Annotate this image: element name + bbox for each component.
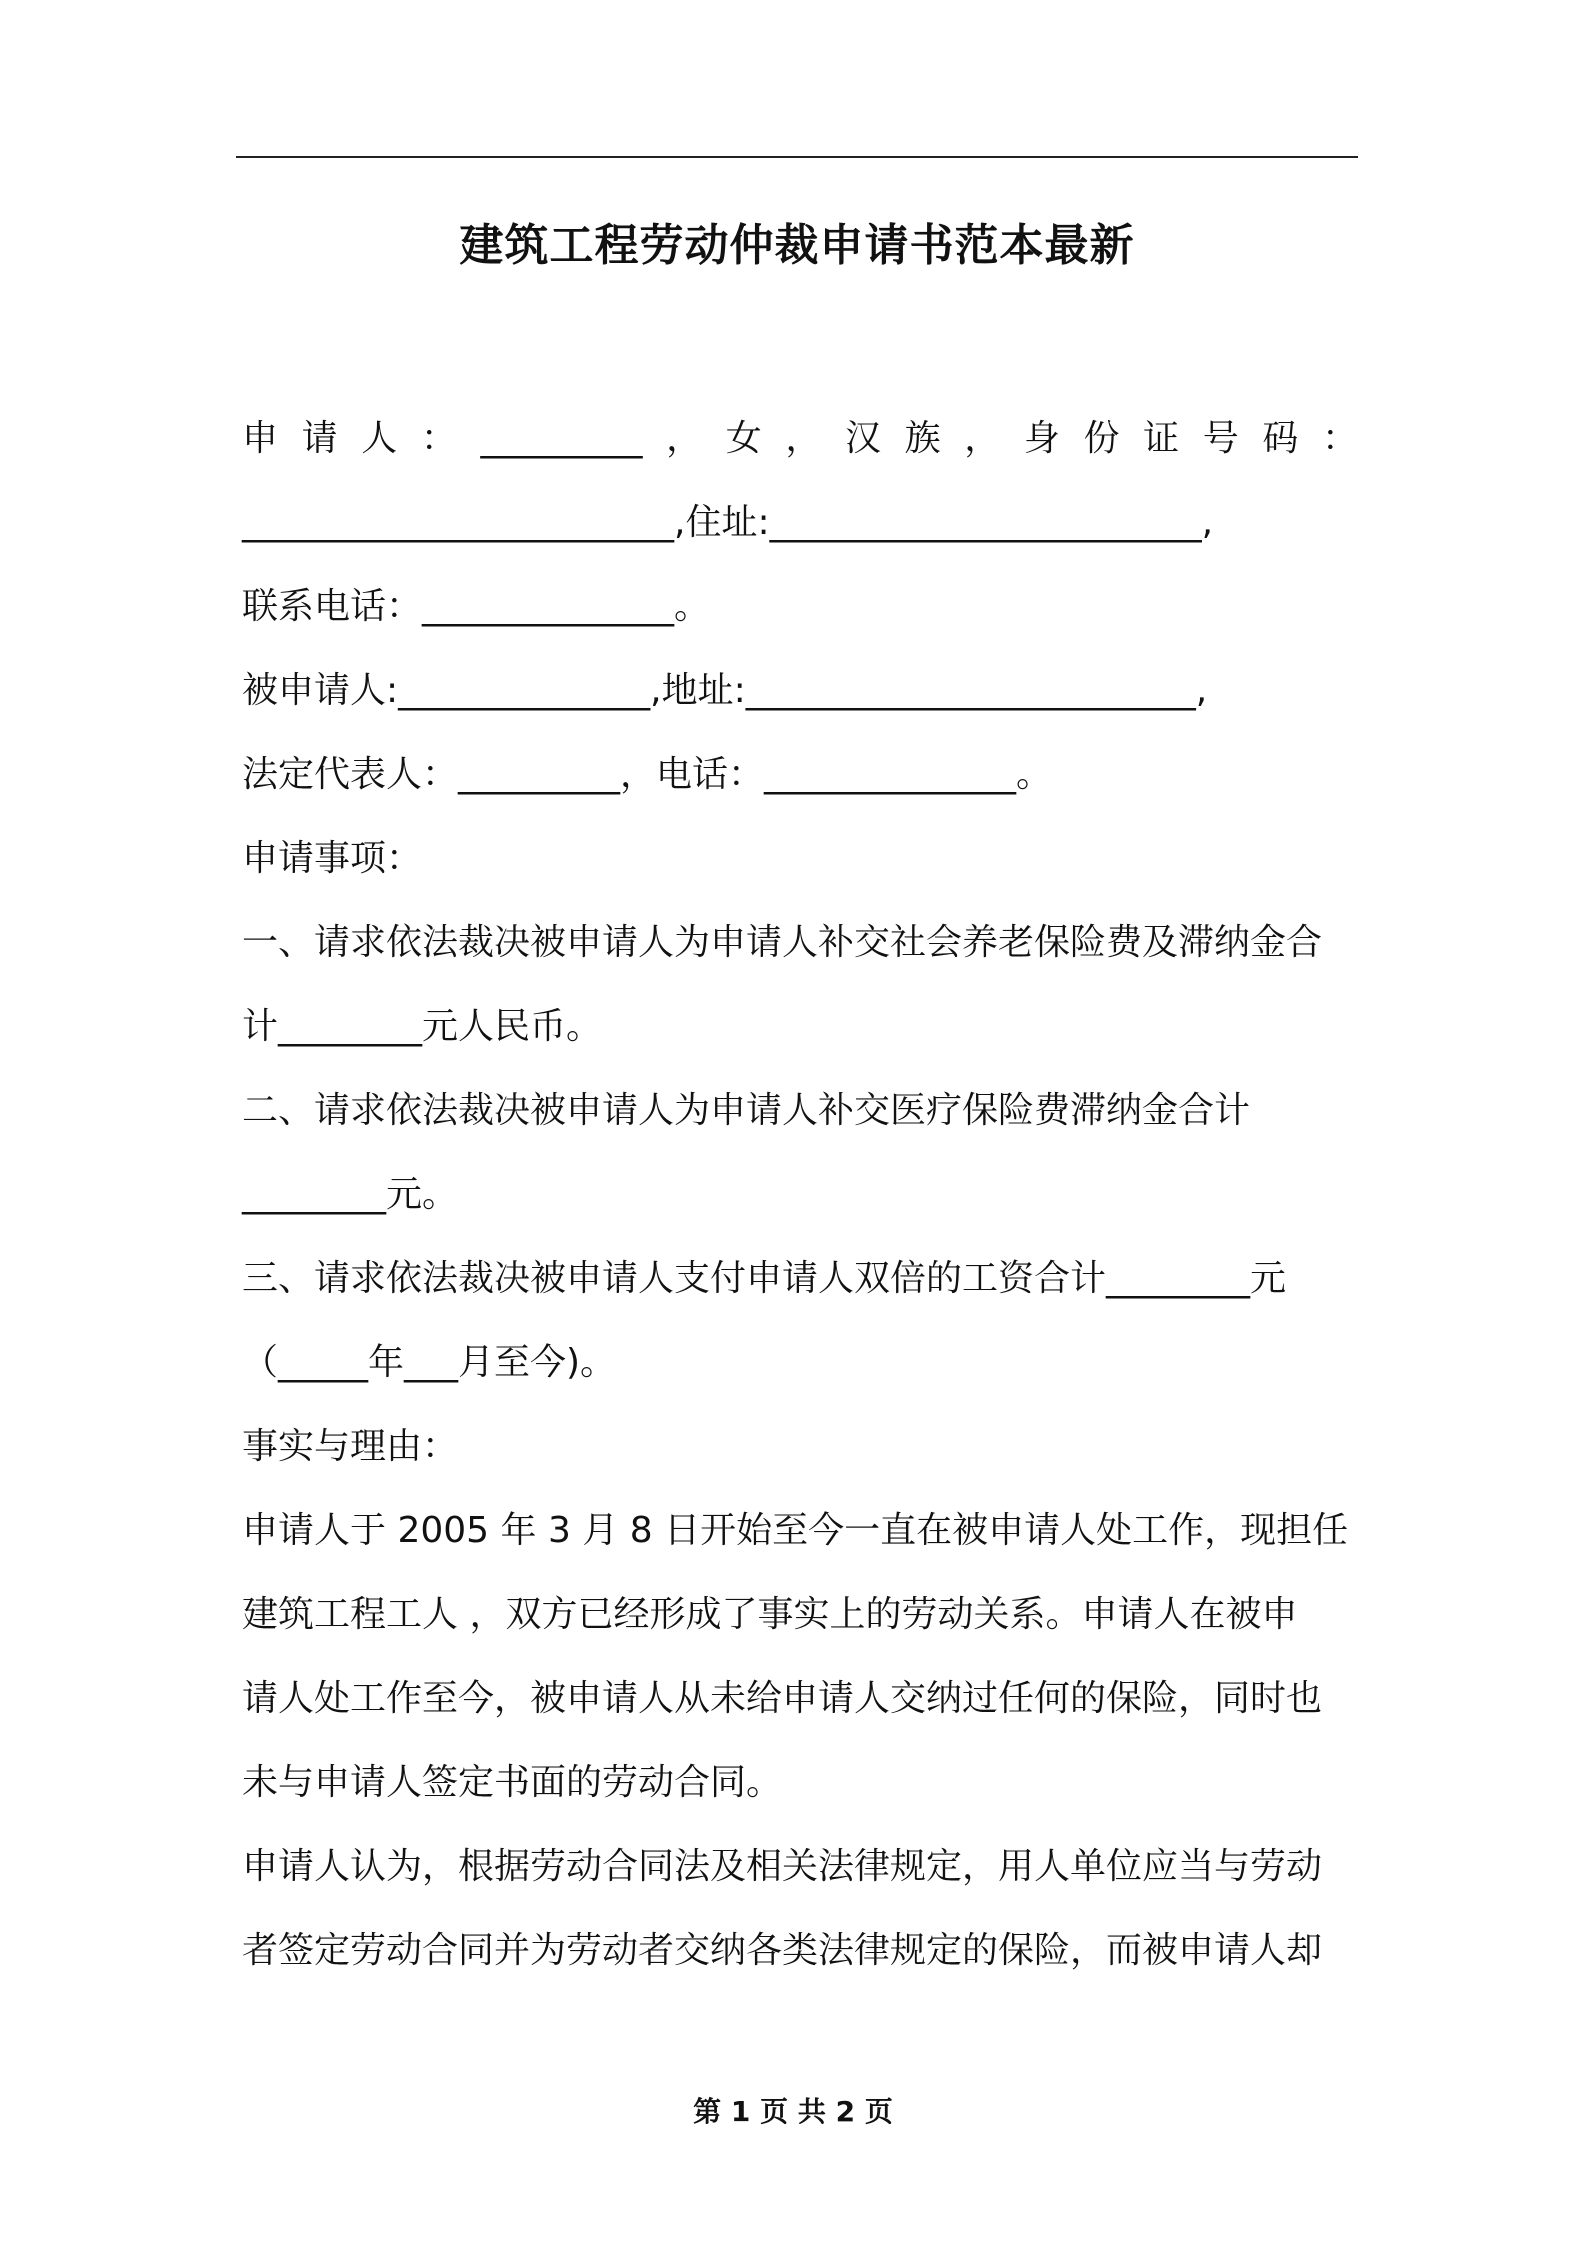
section-heading-facts: 事实与理由： (242, 1426, 459, 1467)
text-fragment: 请 (301, 418, 338, 459)
text-fragment: ， (964, 418, 1001, 459)
text-fragment: 汉 (844, 418, 881, 459)
document-title: 建筑工程劳动仲裁申请书范本最新 (459, 220, 1135, 271)
legal-representative-line: 法定代表人：_________，电话：______________。 (242, 754, 1053, 795)
respondent-line: 被申请人:______________,地址:_________________________, (242, 670, 1208, 711)
request-2-line-2: ________元。 (242, 1174, 459, 1215)
header-rule (236, 156, 1358, 158)
applicant-line (242, 410, 1358, 468)
facts-paragraph-2-line-2: 者签定劳动合同并为劳动者交纳各类法律规定的保险，而被申请人却 (242, 1930, 1323, 1971)
text-fragment: 证 (1143, 418, 1180, 459)
text-fragment: 码 (1262, 418, 1299, 459)
request-2-line-1: 二、请求依法裁决被申请人为申请人补交医疗保险费滞纳金合计 (242, 1090, 1251, 1131)
text-fragment: 号 (1202, 418, 1239, 459)
page-number: 第 1 页 共 2 页 (693, 2095, 893, 2128)
blank-field: _________ (480, 418, 643, 459)
text-fragment: 人 (361, 418, 398, 459)
text-fragment: 申 (242, 418, 279, 459)
facts-paragraph-2-line-1: 申请人认为，根据劳动合同法及相关法律规定，用人单位应当与劳动 (242, 1846, 1323, 1887)
text-fragment: ： (420, 418, 457, 459)
text-fragment: 女 (725, 418, 762, 459)
section-heading-requests: 申请事项： (242, 838, 423, 879)
text-fragment: 族 (904, 418, 941, 459)
applicant-phone-line: 联系电话：______________。 (242, 586, 711, 627)
facts-paragraph-1-line-3: 请人处工作至今，被申请人从未给申请人交纳过任何的保险，同时也 (242, 1678, 1323, 1719)
request-3-line-1: 三、请求依法裁决被申请人支付申请人双倍的工资合计________元 (242, 1258, 1287, 1299)
request-3-line-2: （_____年___月至今)。 (242, 1342, 617, 1383)
facts-paragraph-1-line-4: 未与申请人签定书面的劳动合同。 (242, 1762, 783, 1803)
text-fragment: 身 (1023, 418, 1060, 459)
text-fragment: 份 (1083, 418, 1120, 459)
request-1-line-1: 一、请求依法裁决被申请人为申请人补交社会养老保险费及滞纳金合 (242, 922, 1323, 963)
text-fragment: ， (785, 418, 822, 459)
applicant-address-line: ________________________,住址:________________________, (242, 502, 1214, 543)
text-fragment: ， (666, 418, 703, 459)
facts-paragraph-1-line-2: 建筑工程工人 ，双方已经形成了事实上的劳动关系。申请人在被申 (242, 1594, 1298, 1635)
facts-paragraph-1-line-1: 申请人于 2005 年 3 月 8 日开始至今一直在被申请人处工作，现担任 (242, 1510, 1349, 1551)
request-1-line-2: 计________元人民币。 (242, 1006, 603, 1047)
text-fragment: ： (1321, 418, 1358, 459)
